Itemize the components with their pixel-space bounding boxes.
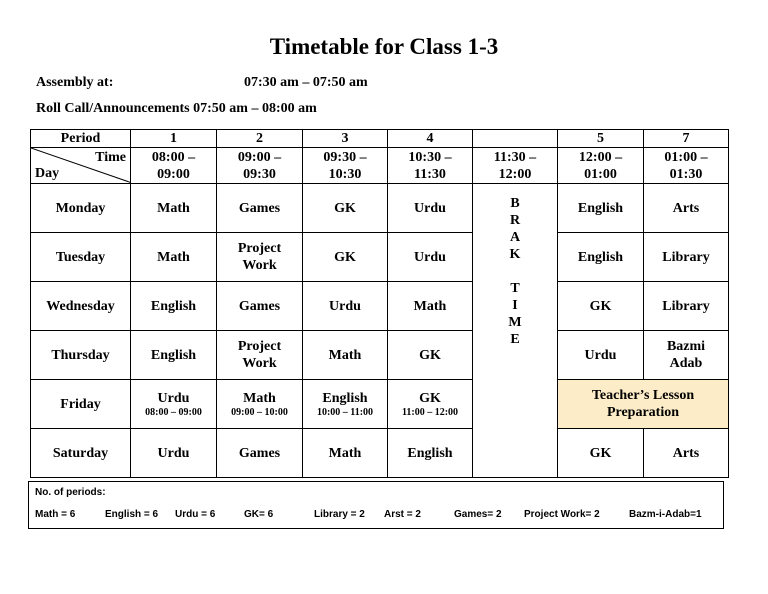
subject-cell: Arts [644,184,729,233]
subject-line: Bazmi [666,339,706,354]
subject-line: Math [243,390,276,406]
lesson-preparation-cell [558,380,729,429]
time-start: 11:30 – [493,149,537,165]
subject-cell: English [388,429,473,478]
time-start: 10:30 – [408,149,452,165]
subject-cell [217,233,303,282]
day-row-thursday [31,331,729,380]
page-title: Timetable for Class 1-3 [269,34,499,59]
subject-cell: GK [558,429,644,478]
subject-cell [388,380,473,429]
period-count-label: No. of periods: [35,487,106,498]
break-letter: B [510,196,520,211]
break-letter: E [510,332,520,347]
subject-cell: English [131,282,217,331]
subject-line: Project [237,339,282,354]
time-cell [131,148,217,184]
time-start: 09:00 – [237,149,282,165]
period-count-item: Games= 2 [454,509,502,520]
subject-time: 11:00 – 12:00 [401,406,459,418]
assembly-label: Assembly at: [36,75,114,90]
subject-cell: Arts [644,429,729,478]
subject-cell: GK [388,331,473,380]
subject-cell: Urdu [388,184,473,233]
time-end: 01:30 [669,166,703,182]
time-cell [217,148,303,184]
period-row [31,130,729,148]
subject-cell: Games [217,429,303,478]
period-count-item: Math = 6 [35,509,76,520]
period-number: 2 [217,130,303,148]
period-count-item: Library = 2 [314,509,365,520]
subject-line: Adab [669,356,703,371]
day-name: Tuesday [31,233,131,282]
time-end: 11:30 [414,166,446,182]
subject-cell: Math [131,184,217,233]
day-name: Wednesday [31,282,131,331]
subject-cell: Math [131,233,217,282]
day-row-friday [31,380,729,429]
subject-line: Urdu [157,390,190,406]
subject-cell: English [131,331,217,380]
subject-cell: Math [303,429,388,478]
period-number [473,130,558,148]
break-letter: R [509,213,521,228]
break-letter: T [510,281,520,296]
subject-cell: GK [303,184,388,233]
prep-line: Teacher’s Lesson [591,388,695,403]
subject-cell: Urdu [388,233,473,282]
subject-cell: Library [644,282,729,331]
break-letter: I [512,298,518,313]
break-letter: A [509,230,521,245]
period-count-item: Project Work= 2 [524,509,600,520]
day-name: Monday [31,184,131,233]
prep-line: Preparation [606,405,680,420]
day-name: Saturday [31,429,131,478]
time-start: 09:30 – [323,149,367,165]
period-count-item: Bazm-i-Adab=1 [629,509,702,520]
time-label: Time [95,150,126,165]
time-end: 10:30 [328,166,362,182]
subject-time: 08:00 – 09:00 [145,406,202,418]
time-end: 09:00 [157,166,190,182]
subject-line: English [322,390,368,406]
period-count-item: GK= 6 [244,509,274,520]
subject-cell [644,331,729,380]
subject-cell: Games [217,282,303,331]
period-number: 3 [303,130,388,148]
period-number: 1 [131,130,217,148]
break-letter: M [508,315,522,330]
period-header: Period [31,130,131,148]
break-time-cell [473,184,558,478]
time-end: 01:00 [584,166,617,182]
subject-cell [217,380,303,429]
subject-cell: Games [217,184,303,233]
period-number: 5 [558,130,644,148]
break-letter: K [509,247,521,262]
day-row-wednesday [31,282,729,331]
subject-line: Project [237,241,282,256]
subject-cell: Urdu [131,429,217,478]
period-number: 7 [644,130,729,148]
time-day-corner [31,148,131,184]
time-cell [388,148,473,184]
day-name: Friday [31,380,131,429]
time-row [31,148,729,184]
timetable [30,129,729,478]
assembly-time: 07:30 am – 07:50 am [244,75,368,90]
subject-cell: Math [388,282,473,331]
time-end: 09:30 [243,166,276,182]
subject-line: Work [242,258,277,273]
assembly-line [36,75,368,91]
period-count-item: English = 6 [105,509,159,520]
day-row-saturday [31,429,729,478]
subject-cell: GK [303,233,388,282]
time-cell [558,148,644,184]
time-start: 08:00 – [151,149,196,165]
time-cell [473,148,558,184]
day-label: Day [35,166,60,181]
time-start: 12:00 – [578,149,623,165]
subject-cell: Urdu [303,282,388,331]
subject-cell [303,380,388,429]
subject-cell: Library [644,233,729,282]
day-name: Thursday [31,331,131,380]
time-cell [303,148,388,184]
day-row-monday [31,184,729,233]
time-cell [644,148,729,184]
subject-cell [217,331,303,380]
time-end: 12:00 [498,166,532,182]
subject-cell: English [558,184,644,233]
subject-line: GK [419,390,441,406]
subject-line: Work [242,356,277,371]
subject-time: 10:00 – 11:00 [316,406,374,418]
day-row-tuesday [31,233,729,282]
subject-cell [131,380,217,429]
period-count-item: Arst = 2 [384,509,421,520]
subject-time: 09:00 – 10:00 [231,406,288,418]
rollcall-line: Roll Call/Announcements 07:50 am – 08:00 am [36,101,317,116]
time-start: 01:00 – [664,149,708,165]
break-pad [473,348,557,466]
subject-cell: GK [558,282,644,331]
subject-cell: Math [303,331,388,380]
period-count-item: Urdu = 6 [175,509,216,520]
break-gap [473,263,557,280]
period-count-box [28,481,724,529]
subject-cell: Urdu [558,331,644,380]
subject-cell: English [558,233,644,282]
period-number: 4 [388,130,473,148]
